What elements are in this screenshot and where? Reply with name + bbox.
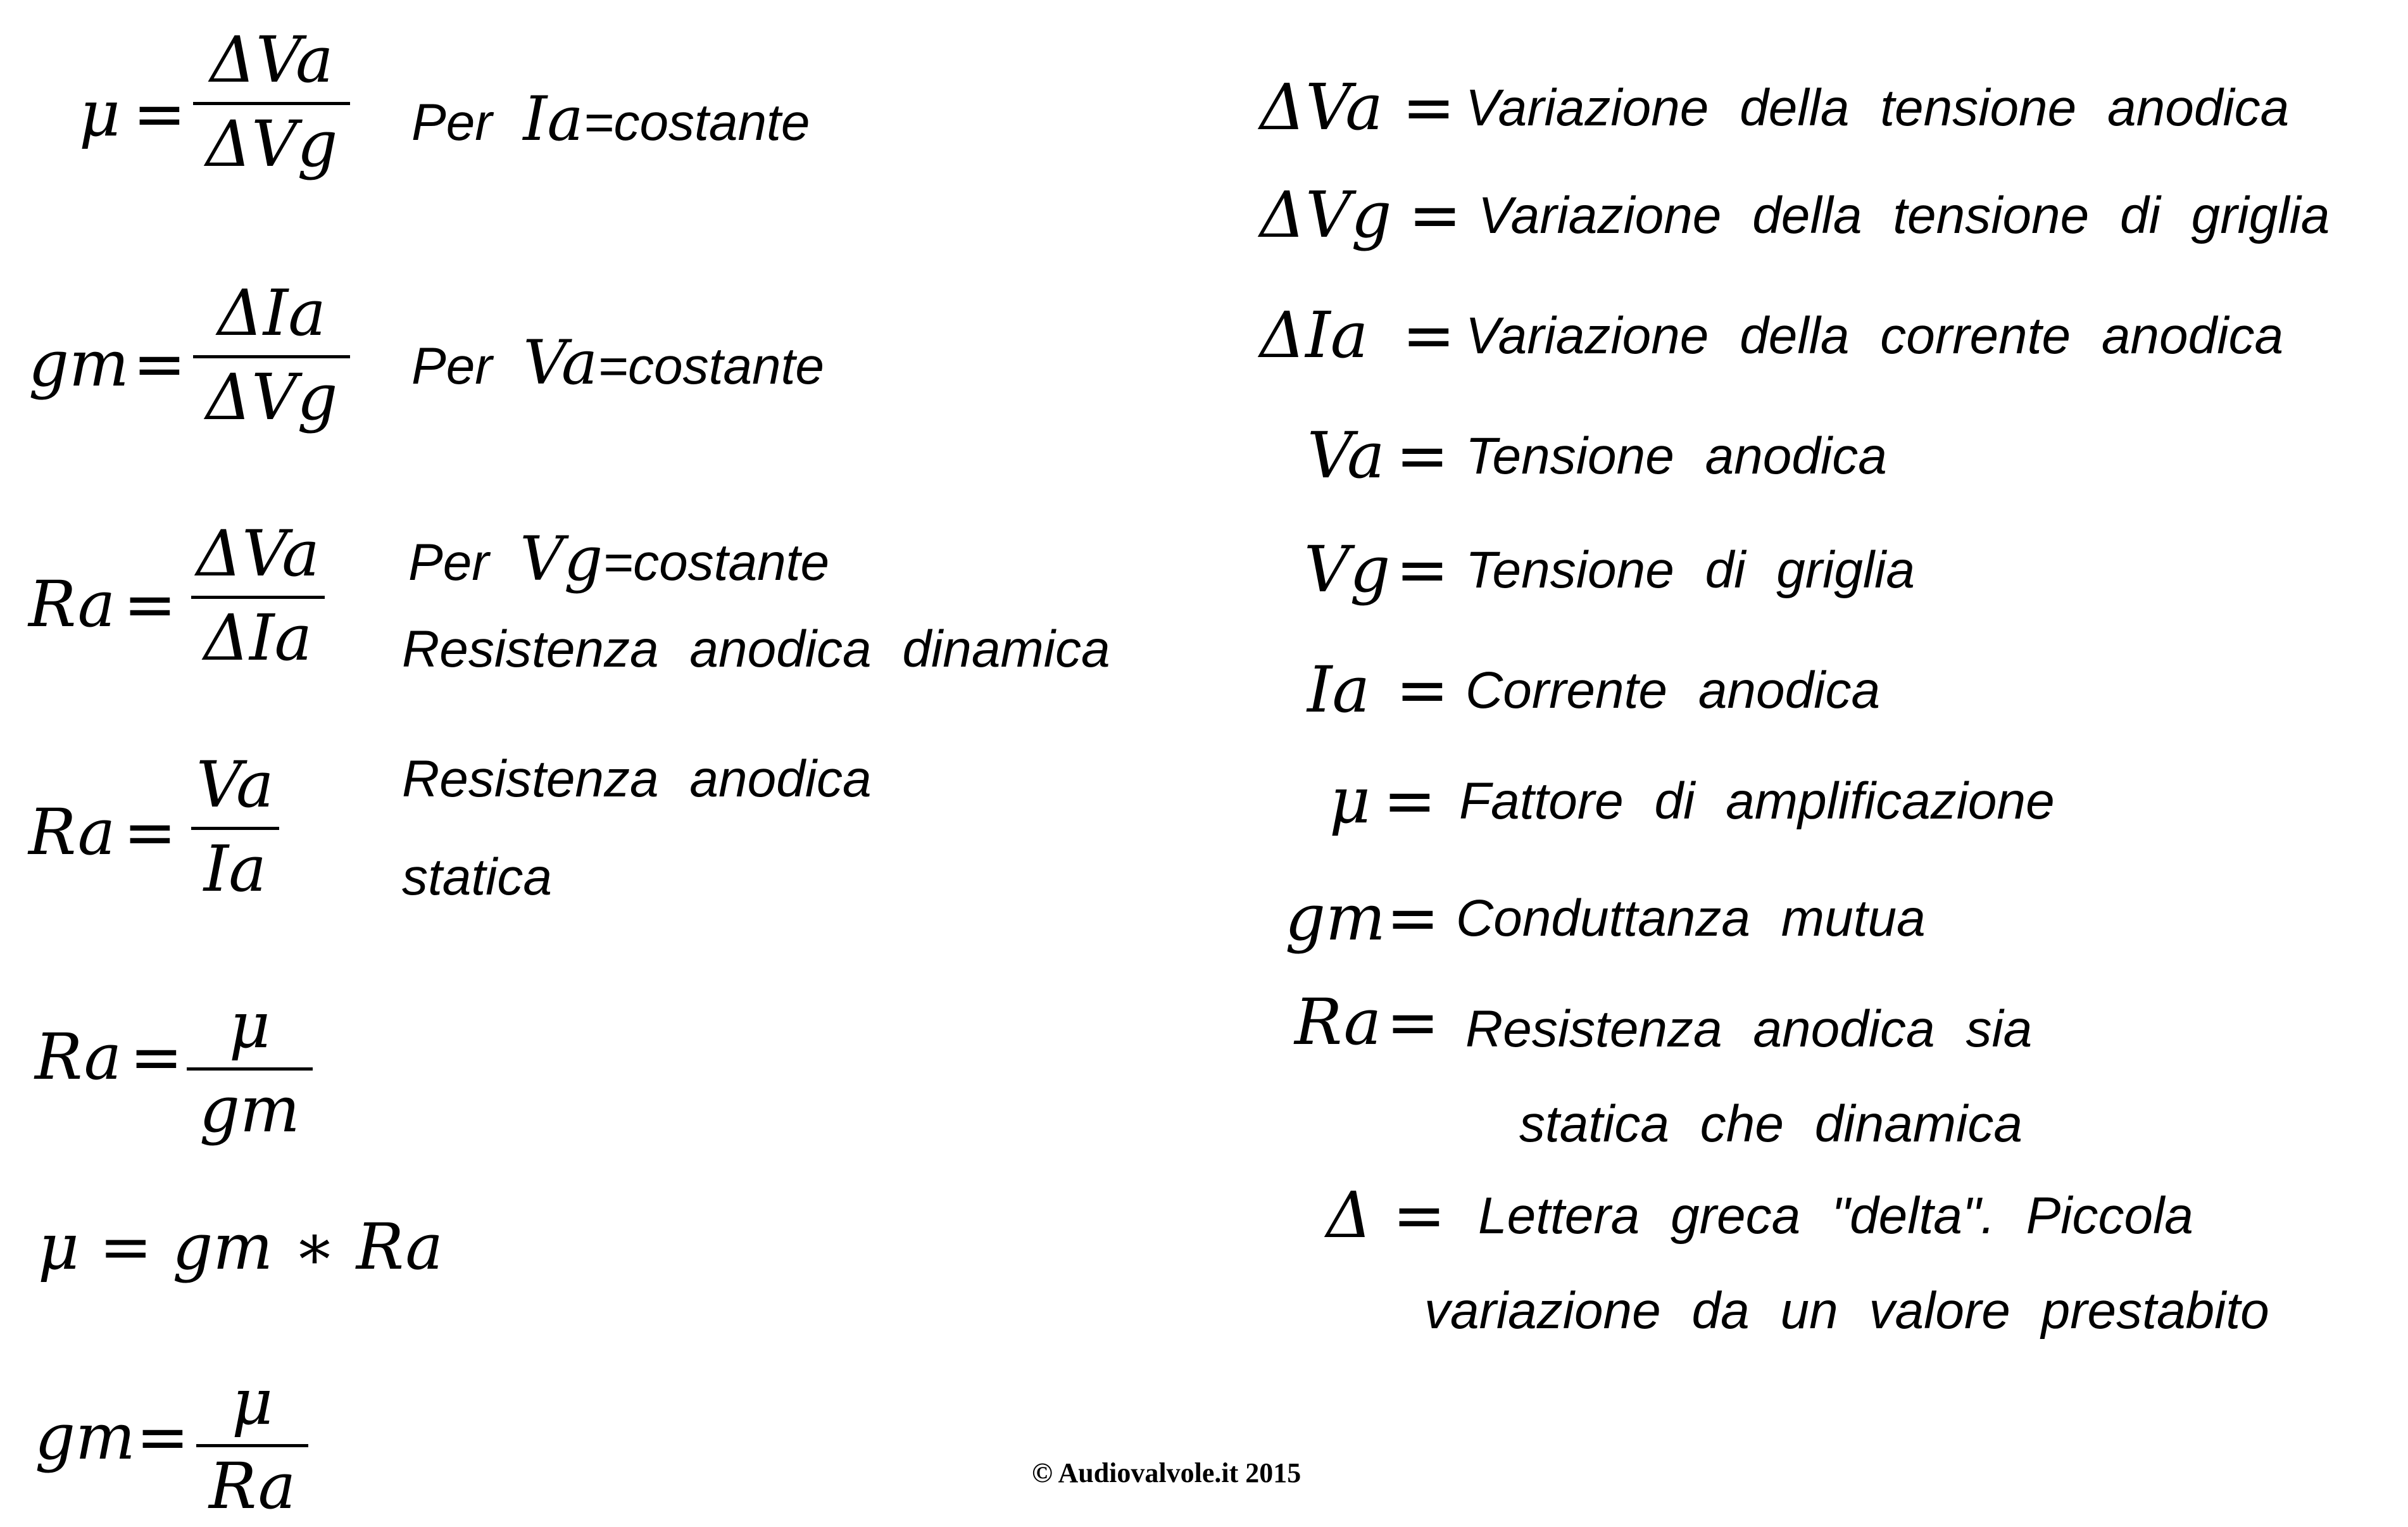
copyright-notice: © Audiovalvole.it 2015 — [1032, 1457, 1301, 1488]
formula-mu-note — [411, 84, 810, 154]
fraction-numerator: μ — [229, 988, 270, 1062]
formula-ra-dynamic-equals: = — [123, 567, 177, 641]
fraction-denominator: gm — [187, 1067, 313, 1141]
note-prefix: Per — [411, 94, 492, 151]
note-prefix: Per — [411, 337, 492, 395]
formula-ra-dynamic-note — [408, 524, 830, 594]
legend-symbol: ΔVa — [1260, 70, 1383, 144]
formula-gm-mu-ra-lhs: gm — [35, 1400, 135, 1474]
legend-text: Tensione di griglia — [1465, 541, 1915, 599]
legend-symbol: ΔIa — [1260, 298, 1369, 372]
fraction-numerator: Va — [196, 748, 274, 822]
legend-equals: = — [1396, 418, 1449, 493]
legend-symbol: ΔVg — [1260, 178, 1392, 252]
legend-equals: = — [1396, 653, 1449, 727]
legend-equals: = — [1383, 764, 1436, 838]
formula-mu-lhs: μ — [79, 77, 120, 151]
legend-text: Resistenza anodica sia — [1465, 1000, 2033, 1058]
formula-mu-equals: = — [133, 77, 186, 151]
legend-text: Variazione della corrente anodica — [1465, 307, 2284, 365]
legend-symbol: Ra — [1295, 985, 1382, 1059]
note-suffix: =costante — [603, 534, 830, 591]
legend-equals: = — [1386, 881, 1439, 955]
formula-gm-lhs: gm — [28, 327, 129, 401]
formula-mu-fraction — [193, 23, 350, 181]
note-variable: Vg — [520, 524, 603, 594]
formula-ra-dynamic-description: Resistenza anodica dinamica — [402, 620, 1110, 678]
legend-symbol: Δ — [1326, 1178, 1372, 1252]
formula-ra-static-description-2: statica — [402, 848, 552, 906]
legend-text: Lettera greca "delta". Piccola — [1478, 1187, 2193, 1245]
note-prefix: Per — [408, 534, 489, 591]
fraction-denominator: ΔVg — [193, 102, 350, 176]
legend-text-continued: statica che dinamica — [1519, 1095, 2022, 1153]
formula-ra-dynamic-lhs: Ra — [28, 567, 116, 641]
fraction-numerator: ΔIa — [217, 276, 326, 350]
legend-text: Corrente anodica — [1465, 662, 1881, 719]
formula-ra-mu-gm-lhs: Ra — [35, 1020, 122, 1094]
fraction-numerator: μ — [232, 1365, 273, 1439]
legend-text: Variazione della tensione anodica — [1465, 79, 2290, 137]
fraction-denominator: ΔIa — [191, 596, 325, 670]
legend-symbol: Ia — [1307, 653, 1370, 727]
formula-gm-note — [411, 327, 825, 398]
fraction-denominator: Ra — [196, 1444, 308, 1518]
legend-equals: = — [1402, 70, 1455, 144]
formula-gm-mu-ra-equals: = — [136, 1400, 189, 1474]
formula-ra-static-fraction — [184, 748, 287, 906]
formula-ra-static-description: Resistenza anodica — [402, 750, 872, 808]
note-variable: Va — [523, 327, 598, 398]
legend-symbol: Vg — [1304, 532, 1391, 606]
legend-text: Variazione della tensione di griglia — [1478, 187, 2330, 244]
formula-mu-product: μ = gm ∗ Ra — [38, 1210, 443, 1284]
legend-text: Conduttanza mutua — [1456, 889, 1926, 947]
formula-gm-fraction — [193, 276, 350, 434]
formula-ra-static-lhs: Ra — [28, 795, 116, 869]
legend-equals: = — [1386, 985, 1439, 1059]
legend-equals: = — [1408, 178, 1462, 252]
legend-symbol: Va — [1307, 418, 1385, 493]
fraction-denominator: ΔVg — [193, 355, 350, 429]
fraction-numerator: ΔVa — [196, 517, 320, 591]
legend-text: Tensione anodica — [1465, 427, 1887, 485]
formula-ra-mu-gm-fraction — [187, 988, 313, 1147]
fraction-denominator: Ia — [191, 827, 279, 901]
formula-ra-mu-gm-equals: = — [130, 1020, 183, 1094]
note-variable: Ia — [523, 84, 584, 154]
formula-gm-equals: = — [133, 327, 186, 401]
legend-equals: = — [1396, 532, 1449, 606]
legend-text: Fattore di amplificazione — [1459, 772, 2055, 830]
note-suffix: =costante — [583, 94, 810, 151]
legend-equals: = — [1402, 298, 1455, 372]
note-suffix: =costante — [598, 337, 825, 395]
formula-ra-dynamic-fraction — [184, 517, 332, 675]
legend-symbol: μ — [1329, 764, 1370, 838]
legend-equals: = — [1393, 1178, 1446, 1252]
legend-text-continued: variazione da un valore prestabito — [1424, 1282, 2269, 1340]
formula-gm-mu-ra-fraction — [196, 1365, 308, 1523]
formula-ra-static-equals: = — [123, 795, 177, 869]
legend-symbol: gm — [1285, 881, 1386, 955]
fraction-numerator: ΔVa — [210, 23, 334, 97]
